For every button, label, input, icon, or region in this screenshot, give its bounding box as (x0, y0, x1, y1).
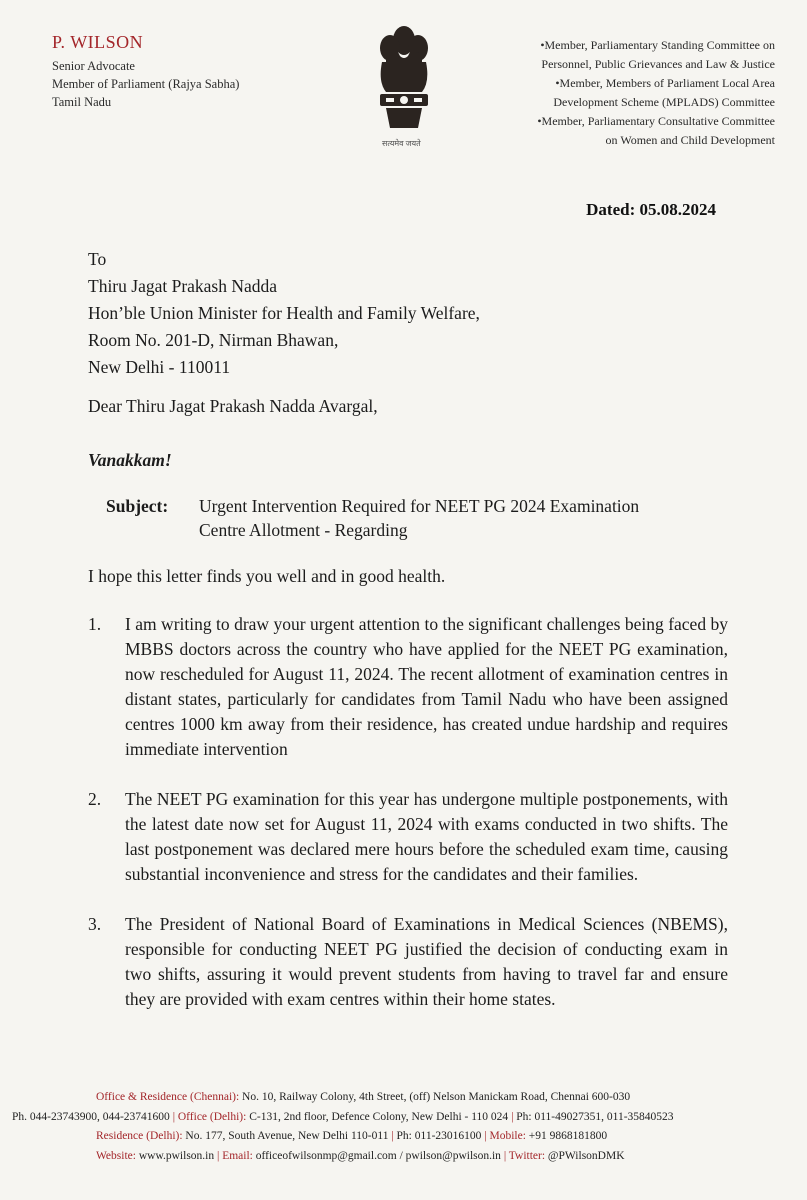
point-number: 2. (88, 789, 102, 809)
intro-paragraph: I hope this letter finds you well and in good health. (88, 566, 446, 586)
footer-separator: | (172, 1110, 175, 1123)
committee-line: •Member, Parliamentary Standing Committee on (540, 38, 775, 52)
footer-label: Office (Delhi): (177, 1110, 247, 1123)
footer-label: Mobile: (489, 1130, 526, 1142)
subject-line: Centre Allotment - Regarding (199, 520, 408, 540)
committee-memberships (475, 36, 775, 150)
recipient-title: Hon’ble Union Minister for Health and Family Welfare, (88, 303, 480, 323)
subject-text (199, 494, 719, 542)
point-number: 1. (88, 614, 102, 634)
footer-twitter-link[interactable]: @PWilsonDMK (547, 1149, 625, 1162)
subject-block (106, 494, 719, 542)
footer-separator: | (217, 1149, 220, 1162)
footer-phone: Ph: 011-23016100 (396, 1130, 482, 1142)
footer-separator: | (511, 1110, 514, 1123)
point-number: 3. (88, 914, 102, 934)
recipient-address (88, 246, 480, 381)
letter-date: Dated: 05.08.2024 (586, 200, 716, 219)
committee-line: Personnel, Public Grievances and Law & Justice (541, 57, 775, 71)
recipient-city: New Delhi - 110011 (88, 357, 231, 377)
sender-position: Member of Parliament (Rajya Sabha) (52, 77, 240, 91)
committee-line: •Member, Parliamentary Consultative Committee (537, 114, 775, 128)
sender-name: P. WILSON (52, 32, 144, 52)
footer-email-link[interactable]: officeofwilsonmp@gmail.com / pwilson@pwilson.in (255, 1149, 501, 1162)
list-item (88, 612, 728, 762)
recipient-name: Thiru Jagat Prakash Nadda (88, 276, 278, 296)
list-item (88, 787, 728, 887)
national-emblem-icon (372, 22, 436, 150)
footer-mobile: +91 9868181800 (528, 1130, 608, 1142)
footer-label: Residence (Delhi): (96, 1130, 183, 1142)
letterhead-sender (52, 32, 239, 111)
footer-address: No. 177, South Avenue, New Delhi 110-011 (185, 1130, 389, 1142)
emblem-motto: सत्यमेव जयते (382, 139, 421, 148)
footer-separator: | (503, 1149, 507, 1162)
footer-address: C-131, 2nd floor, Defence Colony, New Delhi - 110 024 (249, 1110, 509, 1123)
footer-label: Office & Residence (Chennai): (96, 1091, 240, 1103)
committee-line: •Member, Members of Parliament Local Area (555, 76, 775, 90)
greeting: Vanakkam! (88, 450, 172, 470)
sender-state: Tamil Nadu (52, 95, 112, 109)
committee-line: on Women and Child Development (605, 133, 775, 147)
footer-label: Website: (96, 1149, 136, 1162)
footer-row-phones (0, 1108, 807, 1128)
point-text: The NEET PG examination for this year has undergone multiple postponements, with the latest date now set for August 11, 2024 with exams conducted in two shifts. The last postponement was declared mere hours before the scheduled exam time, causing substantial inconvenience and stress for the candidates and their families. (125, 789, 728, 884)
letterhead-footer (0, 1088, 807, 1166)
subject-label: Subject: (106, 496, 169, 516)
point-text: The President of National Board of Examinations in Medical Sciences (NBEMS), responsible for conducting NEET PG justified the decision of conducting exam in two shifts, assuring it would prevent students from having to travel far and ensure they are provided with exam centres within their home states. (125, 914, 728, 1009)
sender-designation: Senior Advocate (52, 59, 135, 73)
recipient-room: Room No. 201-D, Nirman Bhawan, (88, 330, 339, 350)
to-label: To (88, 249, 107, 269)
footer-row-web (0, 1147, 807, 1167)
footer-row-residence (0, 1127, 807, 1147)
footer-row-chennai (0, 1088, 807, 1108)
footer-phone: Ph: 011-49027351, 011-35840523 (516, 1110, 674, 1123)
footer-label: Email: (222, 1149, 253, 1162)
committee-line: Development Scheme (MPLADS) Committee (553, 95, 775, 109)
footer-separator: | (391, 1130, 394, 1142)
footer-website-link[interactable]: www.pwilson.in (138, 1149, 215, 1162)
footer-address: No. 10, Railway Colony, 4th Street, (off) Nelson Manickam Road, Chennai 600-030 (242, 1091, 631, 1103)
list-item (88, 912, 728, 1012)
footer-separator: | (484, 1130, 487, 1142)
salutation: Dear Thiru Jagat Prakash Nadda Avargal, (88, 396, 378, 416)
footer-label: Twitter: (508, 1149, 546, 1162)
footer-phone: Ph. 044-23743900, 044-23741600 (12, 1110, 170, 1123)
numbered-points (88, 612, 728, 1037)
subject-line: Urgent Intervention Required for NEET PG 2024 Examination (199, 496, 640, 516)
point-text: I am writing to draw your urgent attention to the significant challenges being faced by MBBS doctors across the country who have applied for the NEET PG examination, now rescheduled for August 11, 2024. The recent allotment of examination centres in distant states, particularly for candidates from Tamil Nadu who have been assigned centres 1000 km away from their residence, has created undue hardship and requires immediate intervention (125, 614, 728, 759)
